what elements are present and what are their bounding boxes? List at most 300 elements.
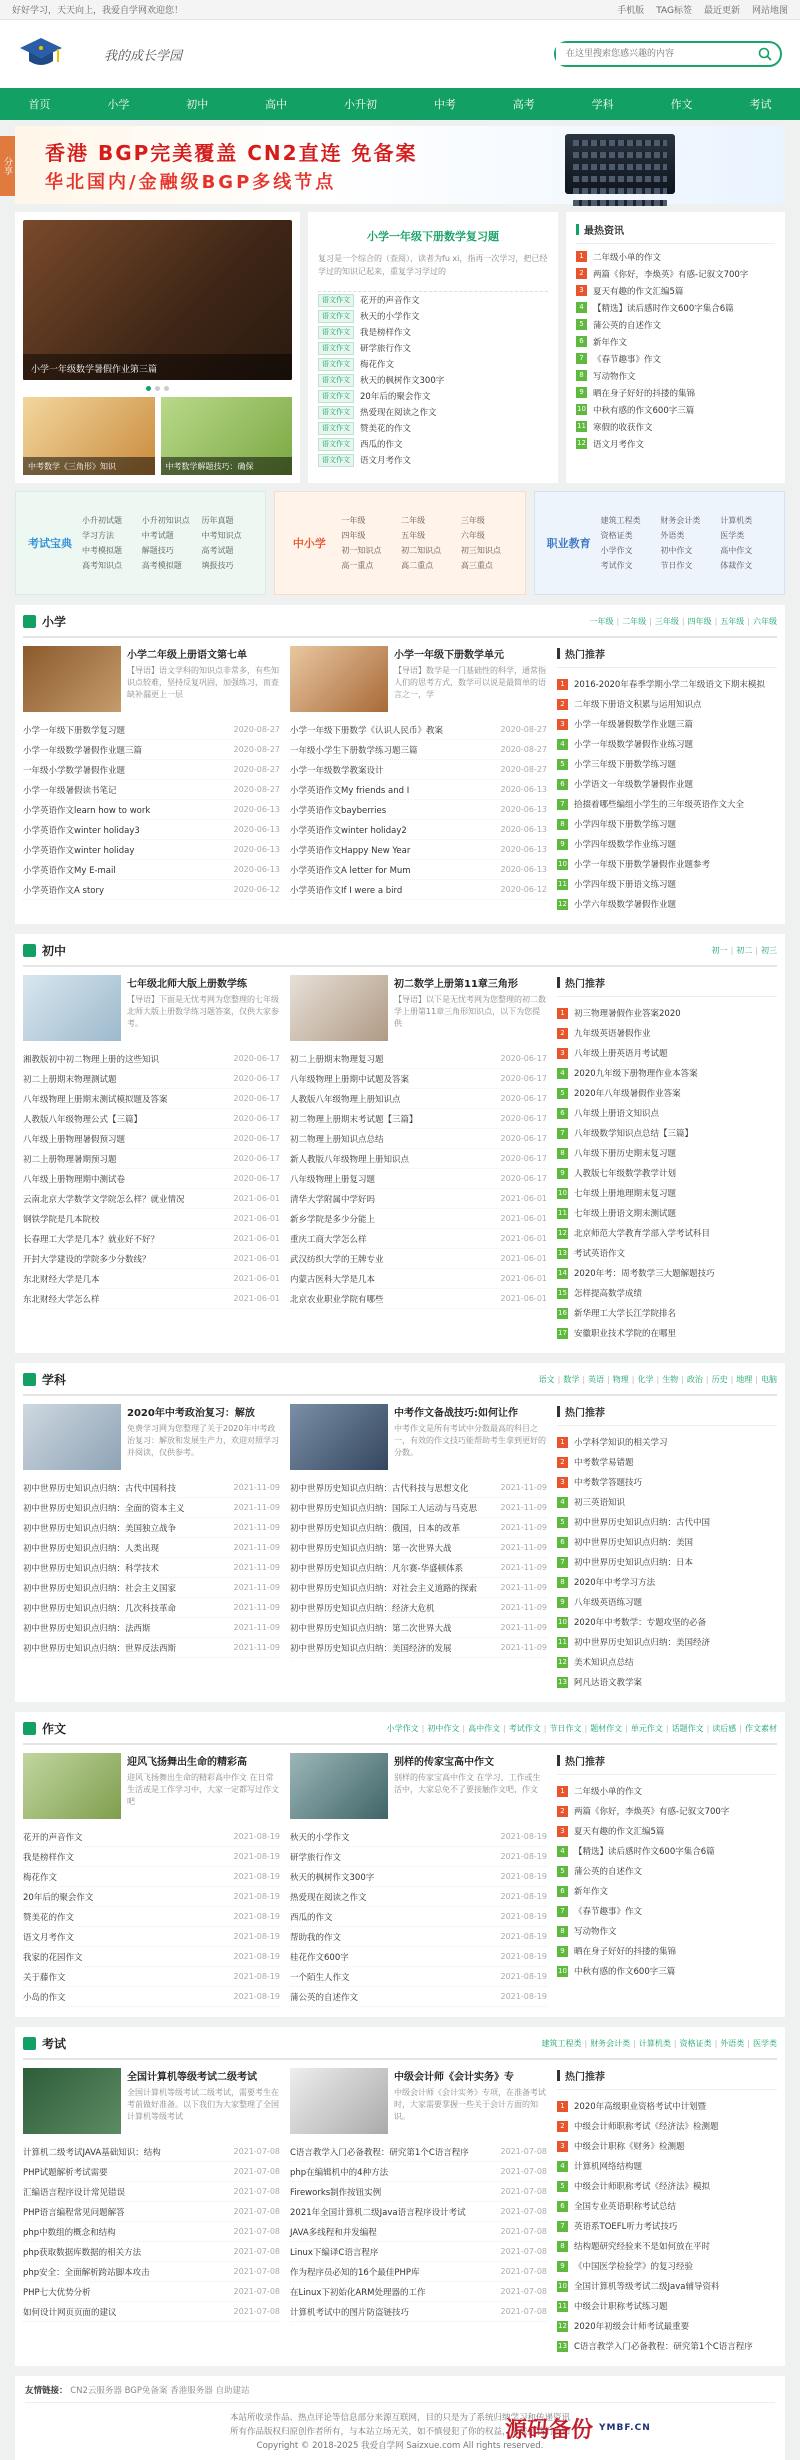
article-row[interactable]: [23, 1189, 280, 1209]
hot-item[interactable]: [557, 1452, 777, 1472]
hot-item[interactable]: [557, 2276, 777, 2296]
hot-item[interactable]: [557, 1472, 777, 1492]
hot-item[interactable]: [557, 1103, 777, 1123]
pic-article[interactable]: [23, 1404, 280, 1470]
category-link[interactable]: 五年级: [401, 531, 426, 540]
article-row[interactable]: [290, 1518, 547, 1538]
hot-item[interactable]: [557, 2256, 777, 2276]
article-row[interactable]: [23, 1249, 280, 1269]
nav-subject[interactable]: 学科: [591, 98, 614, 111]
section-title[interactable]: [23, 942, 66, 959]
pic-title[interactable]: 迎风飞扬舞出生命的精彩高: [127, 1757, 247, 1768]
hot-item[interactable]: [557, 1003, 777, 1023]
pic-article[interactable]: [290, 646, 547, 712]
article-row[interactable]: [290, 1538, 547, 1558]
category-link[interactable]: 填报技巧: [201, 561, 234, 570]
hot-item[interactable]: [557, 894, 777, 914]
subnav-link[interactable]: | 英语: [582, 1374, 604, 1385]
subnav-link[interactable]: | 初三: [755, 945, 777, 956]
article-row[interactable]: [290, 1927, 547, 1947]
category-link[interactable]: 四年级: [341, 531, 366, 540]
article-row[interactable]: [290, 1827, 547, 1847]
article-row[interactable]: [23, 1618, 280, 1638]
subnav-link[interactable]: | 数学: [558, 1374, 580, 1385]
hot-item[interactable]: [557, 774, 777, 794]
article-thumbnail[interactable]: [23, 975, 121, 1041]
article-thumbnail[interactable]: [290, 975, 388, 1041]
article-row[interactable]: [290, 800, 547, 820]
category-link[interactable]: 初二知识点: [401, 546, 442, 555]
thumb-card[interactable]: [161, 397, 293, 475]
section-title[interactable]: [23, 613, 66, 630]
category-link[interactable]: 初三知识点: [460, 546, 501, 555]
news-item[interactable]: [576, 384, 775, 401]
featured-item[interactable]: [318, 388, 548, 404]
hot-item[interactable]: [557, 2216, 777, 2236]
article-row[interactable]: [23, 2222, 280, 2242]
hot-item[interactable]: [557, 1492, 777, 1512]
hot-item[interactable]: [557, 1432, 777, 1452]
subnav-link[interactable]: 语文: [538, 1375, 555, 1384]
hot-item[interactable]: [557, 2336, 777, 2356]
slide-dot[interactable]: [146, 386, 151, 391]
article-row[interactable]: [290, 2262, 547, 2282]
hot-item[interactable]: [557, 1283, 777, 1303]
subnav-link[interactable]: | 历史: [706, 1374, 728, 1385]
friend-link[interactable]: BGP免备案: [124, 2386, 171, 2396]
article-row[interactable]: [290, 1558, 547, 1578]
article-row[interactable]: [23, 1478, 280, 1498]
category-link[interactable]: 外语类: [660, 531, 685, 540]
article-row[interactable]: [290, 1498, 547, 1518]
category-link[interactable]: 高考试题: [201, 546, 234, 555]
article-row[interactable]: [23, 2202, 280, 2222]
news-item[interactable]: [576, 401, 775, 418]
article-row[interactable]: [290, 2182, 547, 2202]
article-row[interactable]: [290, 1209, 547, 1229]
hot-item[interactable]: [557, 814, 777, 834]
pic-title[interactable]: 小学二年级上册语文第七单: [127, 650, 247, 661]
article-row[interactable]: [290, 1129, 547, 1149]
article-row[interactable]: [290, 2302, 547, 2322]
article-row[interactable]: [23, 1538, 280, 1558]
featured-item[interactable]: [318, 404, 548, 420]
hot-item[interactable]: [557, 714, 777, 734]
pic-title[interactable]: 中级会计师《会计实务》专: [394, 2072, 514, 2083]
pic-article[interactable]: [290, 1753, 547, 1819]
hot-item[interactable]: [557, 734, 777, 754]
article-row[interactable]: [23, 1069, 280, 1089]
article-row[interactable]: [290, 1149, 547, 1169]
hot-item[interactable]: [557, 1243, 777, 1263]
mobile-link[interactable]: 手机版: [617, 6, 645, 16]
subnav-link[interactable]: | 五年级: [715, 616, 745, 627]
hot-item[interactable]: [557, 874, 777, 894]
hot-item[interactable]: [557, 1223, 777, 1243]
article-row[interactable]: [290, 1907, 547, 1927]
article-row[interactable]: [23, 780, 280, 800]
featured-item[interactable]: [318, 436, 548, 452]
article-row[interactable]: [23, 1209, 280, 1229]
hot-item[interactable]: [557, 1083, 777, 1103]
subnav-link[interactable]: | 节日作文: [544, 1723, 582, 1734]
category-title[interactable]: 考试宝典: [28, 537, 72, 550]
hot-item[interactable]: [557, 1572, 777, 1592]
subnav-link[interactable]: | 三年级: [649, 616, 679, 627]
tag-link[interactable]: TAG标签: [656, 6, 692, 16]
article-row[interactable]: [23, 2242, 280, 2262]
recent-link[interactable]: 最近更新: [703, 6, 740, 16]
category-link[interactable]: 高考模拟题: [141, 561, 182, 570]
article-row[interactable]: [23, 1987, 280, 2007]
article-row[interactable]: [290, 1598, 547, 1618]
category-link[interactable]: 六年级: [460, 531, 485, 540]
ad-banner[interactable]: [2, 126, 785, 204]
category-link[interactable]: 高三重点: [460, 561, 493, 570]
article-row[interactable]: [23, 840, 280, 860]
hot-item[interactable]: [557, 2316, 777, 2336]
article-row[interactable]: [290, 1887, 547, 1907]
subnav-link[interactable]: | 六年级: [747, 616, 777, 627]
section-title[interactable]: [23, 2035, 66, 2052]
hot-item[interactable]: [557, 2196, 777, 2216]
article-row[interactable]: [290, 840, 547, 860]
article-row[interactable]: [290, 1618, 547, 1638]
pic-article[interactable]: [290, 2068, 547, 2134]
subnav-link[interactable]: | 计算机类: [633, 2038, 671, 2049]
article-row[interactable]: [23, 1907, 280, 1927]
category-link[interactable]: 中考知识点: [201, 531, 242, 540]
hot-item[interactable]: [557, 834, 777, 854]
subnav-link[interactable]: | 读后感: [707, 1723, 737, 1734]
pic-article[interactable]: [290, 1404, 547, 1470]
subnav-link[interactable]: | 高中作文: [462, 1723, 500, 1734]
news-item[interactable]: [576, 265, 775, 282]
news-item[interactable]: [576, 299, 775, 316]
article-row[interactable]: [23, 1089, 280, 1109]
article-row[interactable]: [290, 1578, 547, 1598]
hot-item[interactable]: [557, 1612, 777, 1632]
nav-home[interactable]: 首页: [28, 98, 51, 111]
article-thumbnail[interactable]: [290, 1753, 388, 1819]
hot-item[interactable]: [557, 1921, 777, 1941]
article-row[interactable]: [290, 1189, 547, 1209]
article-row[interactable]: [290, 2162, 547, 2182]
article-row[interactable]: [23, 820, 280, 840]
article-row[interactable]: [23, 1927, 280, 1947]
hot-item[interactable]: [557, 1821, 777, 1841]
article-row[interactable]: [290, 1478, 547, 1498]
hot-item[interactable]: [557, 2156, 777, 2176]
article-row[interactable]: [23, 2162, 280, 2182]
article-row[interactable]: [23, 1578, 280, 1598]
featured-item[interactable]: [318, 308, 548, 324]
hot-item[interactable]: [557, 794, 777, 814]
article-row[interactable]: [290, 740, 547, 760]
hot-item[interactable]: [557, 1781, 777, 1801]
featured-item[interactable]: [318, 356, 548, 372]
article-row[interactable]: [23, 720, 280, 740]
news-item[interactable]: [576, 350, 775, 367]
subnav-link[interactable]: | 电脑: [755, 1374, 777, 1385]
hot-item[interactable]: [557, 1592, 777, 1612]
article-row[interactable]: [290, 860, 547, 880]
search-box[interactable]: [554, 41, 782, 67]
hot-item[interactable]: [557, 1901, 777, 1921]
hot-item[interactable]: [557, 1023, 777, 1043]
subnav-link[interactable]: | 物理: [607, 1374, 629, 1385]
article-row[interactable]: [290, 1847, 547, 1867]
hot-item[interactable]: [557, 2296, 777, 2316]
hot-item[interactable]: [557, 1672, 777, 1692]
hot-item[interactable]: [557, 1552, 777, 1572]
category-title[interactable]: 中小学: [292, 537, 326, 550]
subnav-link[interactable]: | 财务会计类: [584, 2038, 630, 2049]
article-row[interactable]: [23, 1967, 280, 1987]
article-thumbnail[interactable]: [23, 1404, 121, 1470]
hot-item[interactable]: [557, 1143, 777, 1163]
hot-item[interactable]: [557, 1303, 777, 1323]
share-tab[interactable]: 分享: [0, 136, 15, 196]
category-link[interactable]: 学习方法: [82, 531, 114, 540]
category-link[interactable]: 节日作文: [660, 561, 693, 570]
subnav-link[interactable]: | 政治: [681, 1374, 703, 1385]
article-row[interactable]: [23, 1049, 280, 1069]
article-row[interactable]: [290, 1229, 547, 1249]
article-row[interactable]: [23, 2182, 280, 2202]
category-link[interactable]: 高二重点: [401, 561, 434, 570]
article-row[interactable]: [23, 760, 280, 780]
category-link[interactable]: 高中作文: [720, 546, 753, 555]
news-item[interactable]: [576, 282, 775, 299]
hot-item[interactable]: [557, 1652, 777, 1672]
article-thumbnail[interactable]: [290, 2068, 388, 2134]
article-row[interactable]: [290, 1289, 547, 1309]
category-link[interactable]: 一年级: [341, 516, 366, 525]
article-row[interactable]: [290, 1867, 547, 1887]
category-link[interactable]: 初一知识点: [341, 546, 382, 555]
category-link[interactable]: 建筑工程类: [600, 516, 641, 525]
category-link[interactable]: 考试作文: [600, 561, 633, 570]
article-row[interactable]: [23, 2282, 280, 2302]
article-row[interactable]: [23, 1149, 280, 1169]
hot-item[interactable]: [557, 2136, 777, 2156]
nav-exam[interactable]: 考试: [749, 98, 772, 111]
article-row[interactable]: [290, 1638, 547, 1658]
hot-item[interactable]: [557, 854, 777, 874]
nav-essay[interactable]: 作文: [670, 98, 693, 111]
hot-item[interactable]: [557, 2236, 777, 2256]
subnav-link[interactable]: | 四年级: [682, 616, 712, 627]
article-row[interactable]: [23, 800, 280, 820]
article-row[interactable]: [23, 1498, 280, 1518]
hot-item[interactable]: [557, 2116, 777, 2136]
article-row[interactable]: [290, 1069, 547, 1089]
logo[interactable]: [18, 34, 182, 74]
article-row[interactable]: [23, 1289, 280, 1309]
slide-image[interactable]: [23, 220, 292, 380]
hot-item[interactable]: [557, 2096, 777, 2116]
article-row[interactable]: [23, 1109, 280, 1129]
category-link[interactable]: 小升初知识点: [141, 516, 190, 525]
news-item[interactable]: [576, 316, 775, 333]
category-link[interactable]: 体裁作文: [720, 561, 753, 570]
thumb-card[interactable]: [23, 397, 155, 475]
section-title[interactable]: [23, 1371, 66, 1388]
article-row[interactable]: [23, 860, 280, 880]
hot-item[interactable]: [557, 1532, 777, 1552]
subnav-link[interactable]: | 初中作文: [422, 1723, 460, 1734]
subnav-link[interactable]: 小学作文: [386, 1724, 419, 1733]
featured-item[interactable]: [318, 292, 548, 308]
search-input[interactable]: [556, 43, 750, 65]
nav-gaokao[interactable]: 高考: [512, 98, 535, 111]
hot-item[interactable]: [557, 1123, 777, 1143]
hot-item[interactable]: [557, 694, 777, 714]
subnav-link[interactable]: | 医学类: [747, 2038, 777, 2049]
hot-item[interactable]: [557, 1881, 777, 1901]
subnav-link[interactable]: | 考试作文: [503, 1723, 541, 1734]
article-row[interactable]: [290, 720, 547, 740]
article-row[interactable]: [290, 780, 547, 800]
section-title[interactable]: [23, 1720, 66, 1737]
category-link[interactable]: 历年真题: [201, 516, 234, 525]
subnav-link[interactable]: 一年级: [589, 617, 614, 626]
subnav-link[interactable]: | 话题作文: [666, 1723, 704, 1734]
featured-item[interactable]: [318, 372, 548, 388]
category-link[interactable]: 中考模拟题: [82, 546, 122, 555]
subnav-link[interactable]: | 二年级: [616, 616, 646, 627]
article-row[interactable]: [23, 1638, 280, 1658]
nav-zhongkao[interactable]: 中考: [433, 98, 456, 111]
article-row[interactable]: [290, 2242, 547, 2262]
article-row[interactable]: [23, 880, 280, 900]
subnav-link[interactable]: | 地理: [731, 1374, 753, 1385]
article-row[interactable]: [290, 1169, 547, 1189]
friend-link[interactable]: CN2云服务器: [70, 2386, 125, 2396]
category-link[interactable]: 二年级: [401, 516, 426, 525]
article-row[interactable]: [23, 1847, 280, 1867]
subnav-link[interactable]: | 资格证类: [674, 2038, 712, 2049]
article-row[interactable]: [23, 1598, 280, 1618]
category-link[interactable]: 资格证类: [600, 531, 633, 540]
hot-item[interactable]: [557, 1632, 777, 1652]
article-row[interactable]: [23, 2262, 280, 2282]
hot-item[interactable]: [557, 1183, 777, 1203]
nav-primary[interactable]: 小学: [107, 98, 130, 111]
category-link[interactable]: 高考知识点: [82, 561, 122, 570]
pic-title[interactable]: 七年级北师大版上册数学练: [127, 979, 247, 990]
article-row[interactable]: [23, 2142, 280, 2162]
article-row[interactable]: [290, 1987, 547, 2007]
article-row[interactable]: [290, 1947, 547, 1967]
article-row[interactable]: [23, 1129, 280, 1149]
hot-item[interactable]: [557, 1043, 777, 1063]
article-thumbnail[interactable]: [23, 1753, 121, 1819]
article-row[interactable]: [23, 1169, 280, 1189]
article-row[interactable]: [290, 1049, 547, 1069]
article-row[interactable]: [290, 2222, 547, 2242]
subnav-link[interactable]: | 外语类: [715, 2038, 745, 2049]
article-row[interactable]: [23, 1229, 280, 1249]
pic-article[interactable]: [23, 975, 280, 1041]
category-link[interactable]: 小学作文: [600, 546, 633, 555]
article-row[interactable]: [23, 1518, 280, 1538]
news-item[interactable]: [576, 333, 775, 350]
category-link[interactable]: 小升初试题: [82, 516, 122, 525]
hot-item[interactable]: [557, 1063, 777, 1083]
category-link[interactable]: 三年级: [460, 516, 485, 525]
article-row[interactable]: [23, 1867, 280, 1887]
pic-article[interactable]: [23, 646, 280, 712]
subnav-link[interactable]: | 生物: [656, 1374, 678, 1385]
hot-item[interactable]: [557, 1941, 777, 1961]
hot-item[interactable]: [557, 1323, 777, 1343]
hot-item[interactable]: [557, 1861, 777, 1881]
category-link[interactable]: 中考试题: [141, 531, 174, 540]
pic-article[interactable]: [23, 1753, 280, 1819]
article-thumbnail[interactable]: [290, 646, 388, 712]
article-row[interactable]: [23, 1269, 280, 1289]
article-row[interactable]: [23, 1558, 280, 1578]
hot-item[interactable]: [557, 1263, 777, 1283]
hot-item[interactable]: [557, 1203, 777, 1223]
category-link[interactable]: 解题技巧: [141, 546, 174, 555]
article-row[interactable]: [290, 1967, 547, 1987]
hot-item[interactable]: [557, 1512, 777, 1532]
article-row[interactable]: [290, 1269, 547, 1289]
pic-title[interactable]: 别样的传家宝高中作文: [394, 1757, 494, 1768]
category-link[interactable]: 医学类: [720, 531, 745, 540]
news-item[interactable]: [576, 418, 775, 435]
hot-item[interactable]: [557, 1801, 777, 1821]
category-link[interactable]: 计算机类: [720, 516, 753, 525]
hot-item[interactable]: [557, 674, 777, 694]
news-item[interactable]: [576, 435, 775, 452]
article-thumbnail[interactable]: [23, 2068, 121, 2134]
hot-item[interactable]: [557, 2176, 777, 2196]
article-row[interactable]: [23, 740, 280, 760]
article-row[interactable]: [23, 1887, 280, 1907]
friend-link[interactable]: 香港服务器: [170, 2386, 216, 2396]
subnav-link[interactable]: 初一: [711, 946, 728, 955]
article-row[interactable]: [23, 2302, 280, 2322]
pic-title[interactable]: 小学一年级下册数学单元: [394, 650, 504, 661]
hot-item[interactable]: [557, 1841, 777, 1861]
subnav-link[interactable]: | 作文素材: [739, 1723, 777, 1734]
article-row[interactable]: [290, 2142, 547, 2162]
article-row[interactable]: [23, 1827, 280, 1847]
news-item[interactable]: [576, 367, 775, 384]
nav-senior[interactable]: 高中: [265, 98, 288, 111]
hot-item[interactable]: [557, 754, 777, 774]
featured-item[interactable]: [318, 324, 548, 340]
article-row[interactable]: [290, 1089, 547, 1109]
featured-item[interactable]: [318, 452, 548, 468]
friend-link[interactable]: 自助建站: [215, 2386, 250, 2396]
pic-article[interactable]: [23, 2068, 280, 2134]
featured-item[interactable]: [318, 420, 548, 436]
pic-title[interactable]: 初二数学上册第11章三角形: [394, 979, 518, 990]
category-link[interactable]: 高一重点: [341, 561, 374, 570]
news-item[interactable]: [576, 248, 775, 265]
pic-article[interactable]: [290, 975, 547, 1041]
nav-xsc[interactable]: 小升初: [344, 98, 377, 111]
sitemap-link[interactable]: 网站地图: [751, 6, 788, 16]
subnav-link[interactable]: | 单元作文: [625, 1723, 663, 1734]
nav-junior[interactable]: 初中: [186, 98, 209, 111]
article-row[interactable]: [290, 1249, 547, 1269]
